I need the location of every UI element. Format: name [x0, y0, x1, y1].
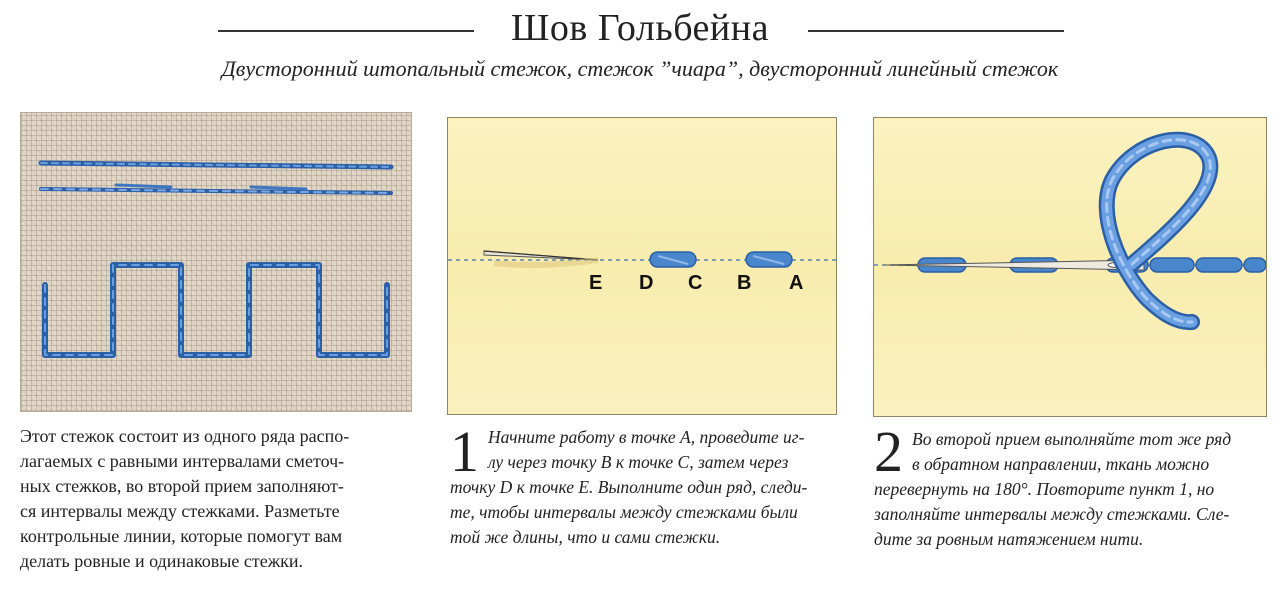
point-label-a: A — [789, 272, 804, 294]
step1-line: точку D к точке Е. Выполните один ряд, следи- — [450, 477, 808, 497]
caption-line: Этот стежок состоит из одного ряда распо- — [20, 426, 350, 446]
step2-drawing — [874, 118, 1266, 416]
point-label-b: B — [737, 272, 752, 294]
step2-line: дите за ровным натяжением нити. — [874, 529, 1144, 549]
caption-line: делать ровные и одинаковые стежки. — [20, 551, 304, 571]
point-label-c: C — [688, 272, 703, 294]
step1-drawing — [448, 118, 836, 414]
stitch-4 — [1150, 258, 1194, 272]
step1-text — [450, 425, 833, 550]
step2-number: 2 — [874, 419, 903, 484]
needle-icon — [484, 251, 598, 265]
page-subtitle: Двусторонний штопальный стежок, стежок ”чиара”, двусторонний линейный стежок — [221, 56, 1059, 81]
step2-line: Во второй прием выполняйте тот же ряд — [912, 429, 1232, 449]
step1-line: Начните работу в точке А, проведите иг- — [488, 427, 805, 447]
step2-line: перевернуть на 180°. Повторите пункт 1, но — [874, 479, 1215, 499]
step1-line: той же длины, что и сами стежки. — [450, 527, 721, 547]
caption-line: ся интервалы между стежками. Разметьте — [20, 501, 340, 521]
step1-line: те, чтобы интервалы между стежками были — [450, 502, 798, 522]
photo-caption — [20, 424, 412, 574]
thread-loop — [1107, 140, 1211, 322]
stitch-line-1 — [41, 163, 391, 167]
step2-diagram — [873, 117, 1267, 417]
stitch-5 — [1196, 258, 1242, 272]
caption-line: контрольные линии, которые помогут вам — [20, 526, 343, 546]
step1-line: лу через точку В к точке С, затем через — [488, 452, 789, 472]
step2-text — [874, 427, 1267, 552]
step2-line: заполняйте интервалы между стежками. Сле- — [874, 504, 1230, 524]
point-label-e: E — [589, 272, 603, 294]
point-label-d: D — [639, 272, 654, 294]
stitch-meander — [45, 265, 387, 355]
step1-diagram — [447, 117, 837, 415]
step1-number: 1 — [450, 419, 479, 484]
stitch-6 — [1244, 258, 1266, 272]
stitch-line-2 — [41, 185, 391, 193]
step2-line: в обратном направлении, ткань можно — [912, 454, 1210, 474]
caption-line: ных стежков, во второй прием заполняют- — [20, 476, 344, 496]
fabric-photo — [20, 112, 412, 412]
stitch-sample-illustration — [21, 113, 411, 411]
page-title: Шов Гольбейна — [0, 6, 1280, 50]
caption-line: лагаемых с равными интервалами сметоч- — [20, 451, 345, 471]
